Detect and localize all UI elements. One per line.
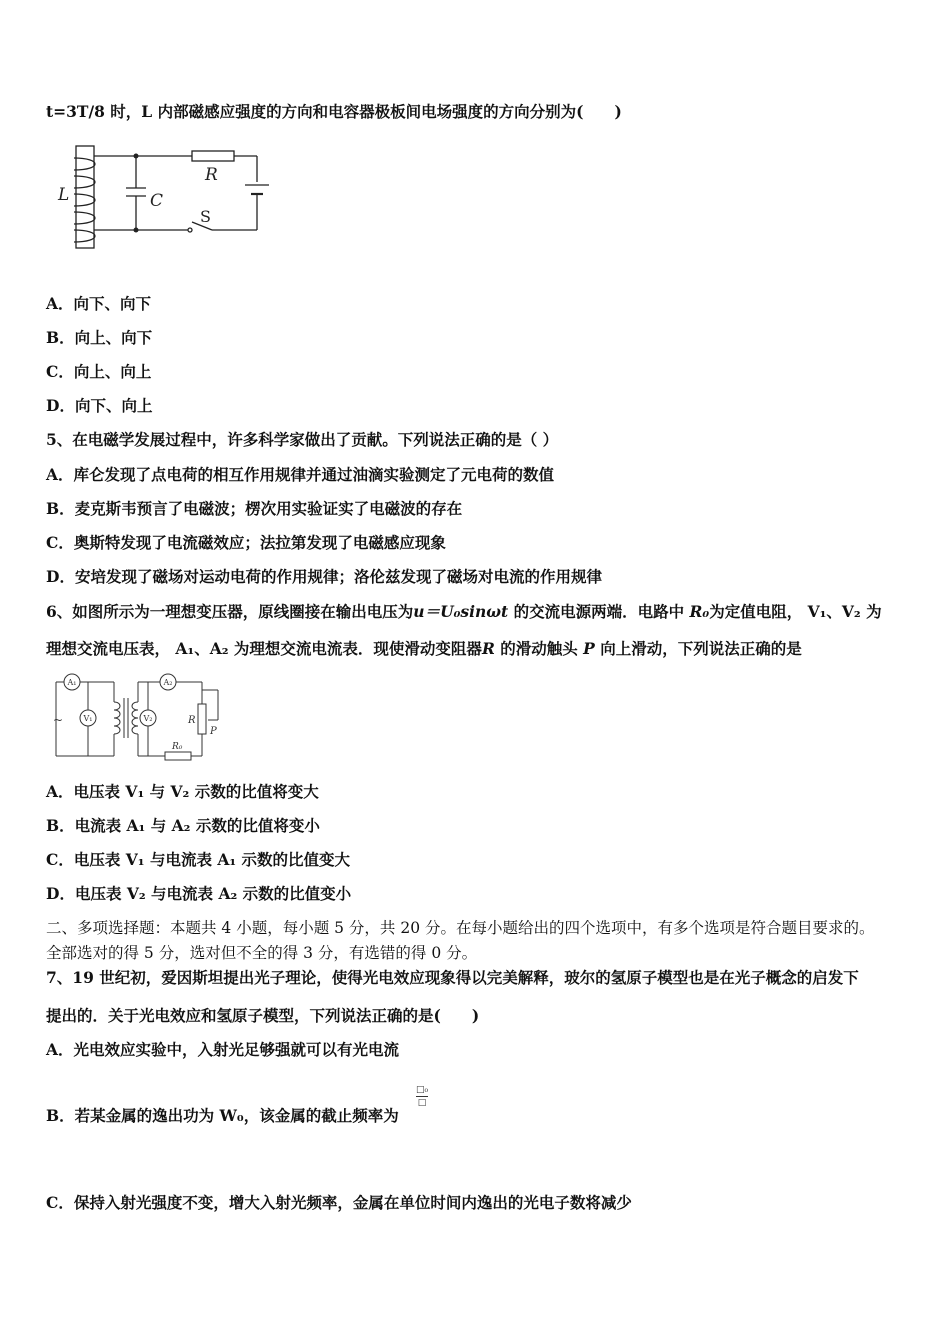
q6-stem-text: 理想交流电压表， A₁、A₂ 为理想交流电流表．现使滑动变阻器 [46,639,482,658]
rheostat-R [198,704,206,734]
q6-r0: R₀ [689,602,710,621]
secondary-coil [132,702,138,734]
ac-source-symbol: ~ [53,713,64,727]
label-S: S [200,207,211,226]
cutoff-frequency-fraction [416,1084,428,1109]
q4-option-c: C．向上、向上 [46,362,152,381]
q6-r: R [481,639,495,658]
junction-dot [134,154,139,159]
section2-line1: 二、多项选择题：本题共 4 小题，每小题 5 分，共 20 分。在每小题给出的四个选项中，有多个选项是符合题目要求的。 [46,919,875,937]
q7-stem-line1: 7、19 世纪初，爱因斯坦提出光子理论，使得光电效应现象得以完美解释，玻尔的氢原子模型也是在光子概念的启发下 [46,968,859,987]
q6-stem-line2 [46,639,802,659]
q6-formula: u＝U₀sinωt [413,602,509,621]
q7-option-c: C．保持入射光强度不变，增大入射光频率，金属在单位时间内逸出的光电子数将减少 [46,1193,632,1212]
q6-option-c: C．电压表 V₁ 与电流表 A₁ 示数的比值变大 [46,850,351,869]
coil-turn [74,212,95,224]
q5-option-b: B．麦克斯韦预言了电磁波；楞次用实验证实了电磁波的存在 [46,499,463,518]
label-A2: A₂ [163,678,173,687]
q6-option-a: A．电压表 V₁ 与 V₂ 示数的比值将变大 [46,782,319,801]
primary-coil [114,702,120,734]
q5-option-a: A．库仑发现了点电荷的相互作用规律并通过油滴实验测定了元电荷的数值 [46,465,555,484]
q5-option-c: C．奥斯特发现了电流磁效应；法拉第发现了电磁感应现象 [46,533,446,552]
label-R0: R₀ [172,742,183,752]
q6-stem-text: 的滑动触头 [500,639,578,658]
q4-option-d: D．向下、向上 [46,396,153,415]
label-C: C [150,191,164,211]
label-L: L [58,185,70,205]
q7-stem-line2: 提出的．关于光电效应和氢原子模型，下列说法正确的是( ) [46,1006,480,1025]
q6-stem-text: 向上滑动，下列说法正确的是 [600,639,802,658]
q6-stem-text: 的交流电源两端．电路中 [513,602,685,621]
label-R: R [205,165,218,185]
q7-option-b: B．若某金属的逸出功为 W₀，该金属的截止频率为 [46,1106,399,1125]
q6-option-b: B．电流表 A₁ 与 A₂ 示数的比值将变小 [46,816,320,835]
q6-stem-text: 为定值电阻， V₁、V₂ 为 [709,602,882,621]
coil-turn [74,194,95,206]
label-V2: V₂ [143,714,153,723]
q6-p: P [583,639,595,658]
lc-circuit-figure [52,140,282,255]
q4-option-a: A．向下、向下 [46,294,152,313]
q5-stem: 5、在电磁学发展过程中，许多科学家做出了贡献。下列说法正确的是（ ） [46,430,559,449]
q6-stem-line1 [46,602,882,622]
section2-line2: 全部选对的得 5 分，选对但不全的得 3 分，有选错的得 0 分。 [46,944,478,962]
resistor-R [192,151,234,161]
q6-option-d: D．电压表 V₂ 与电流表 A₂ 示数的比值变小 [46,884,352,903]
junction-dot [134,228,139,233]
transformer-circuit-figure [52,670,232,766]
label-R: R [188,715,196,726]
coil-turn [74,176,95,188]
coil-turn [74,230,95,242]
coil-turn [74,158,95,170]
q4-stem: t=3T/8 时，L 内部磁感应强度的方向和电容器极板间电场强度的方向分别为( ) [46,102,622,121]
label-P: P [210,726,217,737]
q7-option-a: A．光电效应实验中，入射光足够强就可以有光电流 [46,1040,400,1059]
switch-contact [188,228,192,232]
label-V1: V₁ [83,714,93,723]
fraction-numerator: □₀ [416,1085,429,1095]
q5-option-d: D．安培发现了磁场对运动电荷的作用规律；洛伦兹发现了磁场对电流的作用规律 [46,567,602,586]
resistor-R0 [165,752,191,760]
fraction-denominator: □ [417,1098,427,1108]
label-A1: A₁ [67,678,77,687]
q4-option-b: B．向上、向下 [46,328,153,347]
q6-stem-text: 6、如图所示为一理想变压器，原线圈接在输出电压为 [46,602,414,621]
